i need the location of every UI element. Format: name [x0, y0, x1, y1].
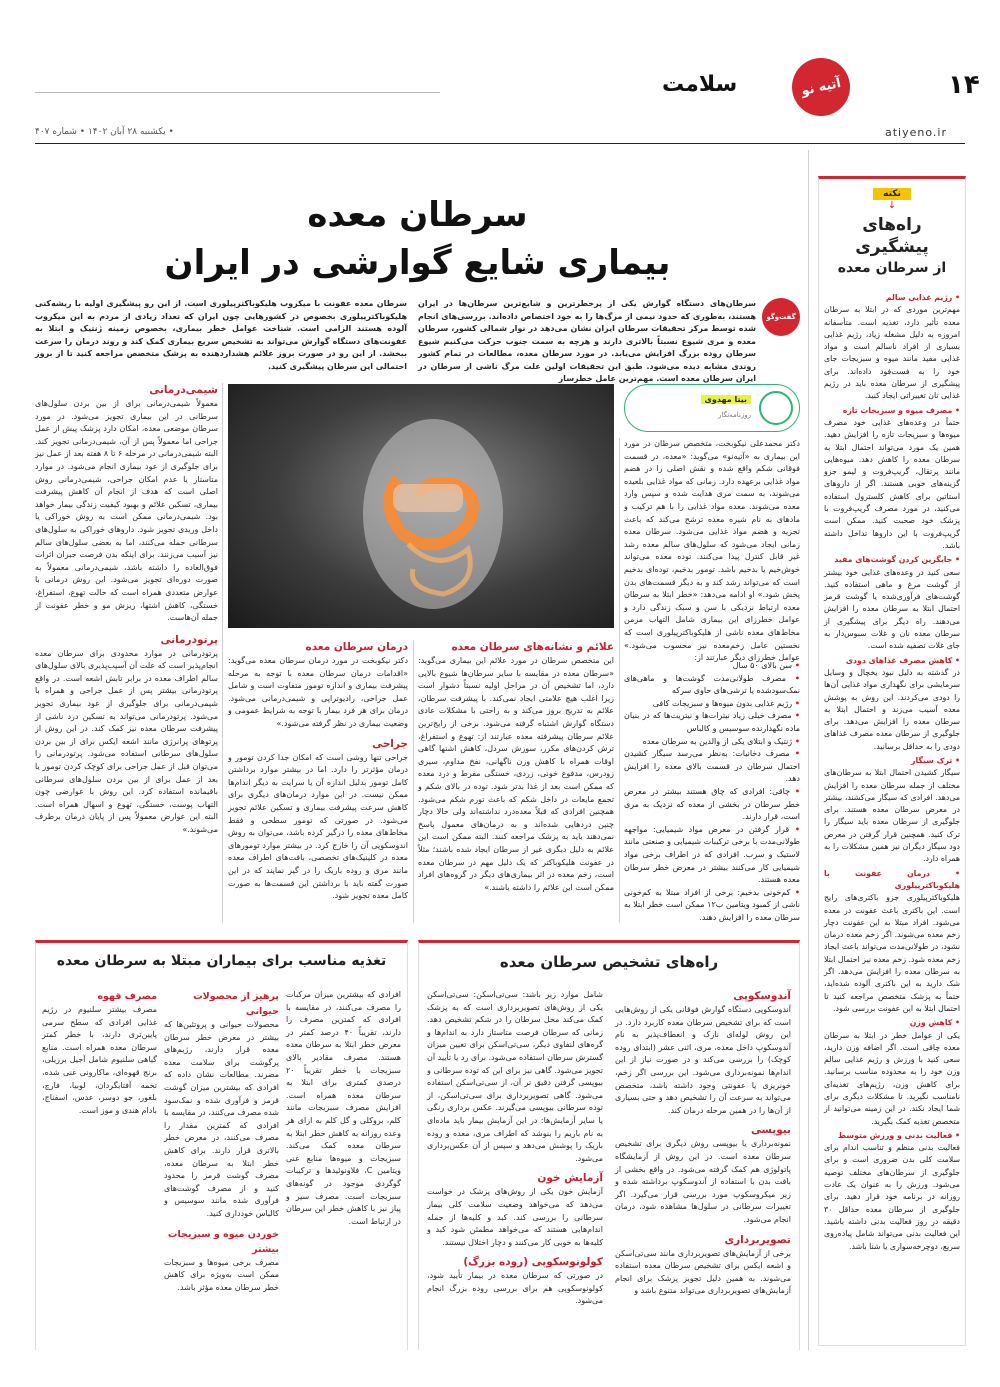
issue-line: • یکشنبه ۲۸ آبان ۱۴۰۲ • شماره ۴۰۷: [35, 127, 174, 137]
sidebar-item-body: مهم‌ترین موردی که در ابتلا به سرطان معده تأثیر دارد، تغذیه است. متأسفانه امروزه به دلیل مشغله زیاد، رژیم غذایی بسیاری از افراد ناسالم است و مواد غذایی مفید مانند میوه و سبزیجات جای خود را به فست‌فود داده‌اند. برای پیشگیری از سرطان معده باید در رژیم غذایی تان تغییراتی ایجاد کنید.: [824, 305, 960, 401]
biopsy-text: نمونه‌برداری یا بیوپسی روش دیگری برای تشخیص سرطان معده است. در این روش از آزمایشگاه پاتولوژی هم کمک گرفته می‌شود. در واقع بخشی از بافت بدن با استفاده از آندوسکوپ برداشته شده و زیر میکروسکوپ مورد بررسی قرار می‌گیرد. اگر تغییرات سرطانی در سلول‌ها مشاهده شود، درمان انجام می‌شود.: [615, 1139, 791, 1224]
radio-text: پرتودرمانی در موارد محدودی برای سرطان معده انجام‌پذیر است که علت آن آسیب‌پذیری بالای سلول‌های سالم اطراف معده در برابر تابش اشعه است. در واقع پرتودرمانی بیشتر پس از عمل جراحی و همراه با شیمی‌درمانی برای جلوگیری از عود بیماری تجویز می‌شود. پرتودرمانی می‌تواند به تسکین درد ناشی از پیشرفت سرطان معده نیز کمک کند. در این روش از پرتوهای پرانرژی مانند اشعه ایکس برای از بین بردن سلول‌های سرطانی استفاده می‌شود. پرتودرمانی را می‌توان قبل از عمل جراحی برای کوچک کردن تومور یا بعد از عمل برای از بین بردن سلول‌های سرطانی باقیمانده استفاده کرد. این روش با عوارضی چون التهاب پوست، خستگی، تهوع و اسهال همراه است. البته این عوارض معمولاً پس از پایان درمان برطرف می‌شوند.»: [35, 648, 218, 834]
sidebar-item-body: حتماً در وعده‌های غذایی خود مصرف میوه‌ها و سبزیجات تازه را افزایش دهید. همین یک مورد می‌تواند احتمال ابتلا به سرطان معده را کاهش دهد. میوه‌هایی مانند پرتقال، گریپ‌فروت و لیمو جزو گزینه‌های خوبی هستند. اگر از داروهای استاتین برای کاهش کلسترول استفاده می‌کنید، در مورد مصرف گریپ‌فروت با پزشک خود صحبت کنید. ممکن است گریپ‌فروت با این داروها تداخل داشته باشد.: [824, 417, 960, 550]
interviewee-avatar: [759, 391, 793, 425]
sidebar-item-body: هلیکوباکترپیلوری جزو باکتری‌های رایج است. این باکتری باعث عفونت در معده می‌شود. افراد مبتلا به این عفونت دچار زخم معده می‌شوند. اگر زخم معده درمان نشود، در طولانی‌مدت می‌تواند باعث ایجاد زخم معده شود. زخم معده نیز احتمال ابتلا به سرطان معده را افزایش می‌دهد. اگر شک دارید به این باکتری آلوده شده‌اید، حتماً به پزشک متخصص مراجعه کنید تا احتمال ابتلا به این عفونت بررسی شود.: [824, 893, 960, 1013]
diagnosis-col-left: [427, 989, 603, 1308]
article-title-1: سرطان معده: [307, 195, 528, 235]
nutrition-box: [35, 940, 408, 1350]
colon-text: در صورتی که سرطان معده در بیمار تأیید شود، کولونوسکوپی هم برای بررسی روده بزرگ انجام می‌شود.: [427, 1271, 603, 1306]
surgery-text: جراحی تنها روشی است که امکان جدا کردن تومور و درمان مؤثرتر را دارد. اما در بیشتر موارد برداشتن کامل تومور بدلیل اندازه آن یا سرایت به دیگر اندام‌ها ممکن نیست. در این موارد درمان‌های دیگری برای کاهش سرعت پیشرفت بیماری و تسکین علائم تجویز می‌شود. در صورتی که تومور سطحی و فقط مخاط‌های معده را درگیر کرده باشد، می‌توان به روش اندوسکوپی آن را خارج کرد. در بیشتر موارد تومورهای معده در کلینیک‌های تخصصی، بافت‌های اطراف معده مانند مری و روده باریک را در گیر نمایند که در این صورت گفته باید با برداشتن این قسمت‌ها به صورت کامل معده تجویز شود.: [228, 752, 408, 901]
diagnosis-col-right: [615, 989, 791, 1298]
col-rule-1: [222, 383, 223, 923]
coffee-text: مصرف بیشتر سلنیوم در رژیم غذایی افرادی که سطح سرمی پایین‌تری دارند، با خطر کمتر سرطان معده همراه است. منابع گیاهی سلنیوم شامل آجیل برزیلی، برنج قهوه‌ای، ماکارونی غنی شده، تخمه آفتابگردان، لوبیا، فارچ، بلغور، جو دوسر، عدس، اسفناج، بادام هندی و موز است.: [42, 1005, 157, 1115]
sidebar-item-head: • رژیم غذایی سالم: [885, 293, 960, 302]
sidebar-item-head: • درمان عفونت با هلیکوباکترپیلوری: [824, 868, 960, 890]
interview-badge: گفت‌وگو: [762, 298, 800, 336]
risk-factor-item: • مصرف طولانی‌مدت گوشت‌ها و ماهی‌های نمک‌سود‌شده یا ترشی‌های حاوی سرکه: [624, 673, 800, 696]
sidebar-item-body: فعالیت بدنی منظم و تناسب اندام برای سلامت کلی بدن ضروری است و برای جلوگیری از سرطان‌های مختلف توصیه می‌شود. ورزش را به عنوان یک عادت روزانه در برنامه خود قرار دهید. برای جلوگیری از سرطان معده حداقل ۳۰ دقیقه در روز فعالیت بدنی داشته باشید. این فعالیت بدنی می‌تواند شامل پیاده‌روی سریع، دوچرخه‌سواری یا شنا باشد.: [824, 1143, 960, 1251]
arrow-down-icon: ↓: [887, 200, 897, 211]
diagnosis-col2-text: شامل موارد زیر باشد: سی‌تی‌اسکن: سی‌تی‌اسکن یکی از روش‌های تصویربرداری است که به پزشک کمک می‌کند محل سرطان را در شکم تشخیص دهد. زمانی که سرطان فرصت متاستاز دارد به اندام‌ها و گره‌های لنفاوی دیگر، سی‌تی‌اسکن برای تعیین میزان گسترش سرطان استفاده می‌شود. برای رد یا تأیید آن تجویز می‌شود. گاهی نیز برای این که توده سرطانی و بیوپسی گرفتن دقیق تر آن، از سی‌تی‌اسکن استفاده می‌شود. گاهی تصویربرداری برای سی‌تی‌اسکن، از توده سرطانی بیوپسی می‌گیرند. عکس برداری رنگی یا سایر آزمایش‌ها: در این آزمایش بیمار باید ماده‌ای به نام باریم را بنوشد که اطراف مری، معده و روده باریک را پوشش می‌دهد و سپس از آن عکس‌برداری می‌شود.: [427, 990, 603, 1163]
chemo-title: شیمی‌درمانی: [149, 384, 218, 396]
sidebar-item-body: یکی از عوامل خطر در ابتلا به سرطان معده چاقی است. اگر اضافه وزن دارید، سعی کنید با ورزش و رژیم غذایی سالم وزن خود را به محدوده مناسب برسانید. برای کاهش وزن، رژیم‌های تغذیه‌ای نامناسب نگیرید. تا مشکلات دیگری برای شما ایجاد نکند. در این زمینه می‌توانید از متخصص تغذیه کمک بگیرید.: [824, 1030, 960, 1126]
interviewee-name: بیتا مهدوی: [701, 395, 751, 404]
risk-factor-item: • ژنتیک و ابتلای یکی از والدین به سرطان معده: [642, 736, 800, 746]
risk-factor-item: • مصرف خیلی زیاد نیترات‌ها و نیتریت‌ها که در بنیان ماده نگهدارنده سوسیس و کالباس: [624, 711, 800, 733]
risk-factor-item: • قرار گرفتن در معرض مواد شیمیایی: مواجهه طولانی‌مدت با برخی ترکیبات شیمیایی و صنعتی مانند لاستیک و سرب. افرادی که در اطراف برخی مواد شیمیایی کار می‌کنند بیشتر در معرض خطر سرطان معده هستند.: [624, 824, 800, 885]
nutrition-intro: افرادی که بیشترین میزان مرکبات را مصرف می‌کنند، در مقایسه با افرادی که کمترین مصرف را دارند، تقریباً ۴۰ درصد کمتر در معرض خطر ابتلا به سرطان معده هستند. مصرف مقادیر بالای سبزیجات با خطر تقریباً ۲۰ درصدی کمتری برای ابتلا به سرطان معده همراه است. افزایش مصرف سبزیجات مانند کلم، بروکلی و گل کلم به ازای هر وعده روزانه به کاهش خطر ابتلا به سرطان معده کمک می‌کند. سبزیجات و میوه‌ها منابع غنی ویتامین C، فلاونوئیدها و ترکیبات گوگردی موجود در گونه‌های سبزیجات است. مصرف سیر و پیاز نیز با کاهش خطر این سرطان در ارتباط است.: [286, 990, 402, 1226]
logo-text: آتیه نو: [799, 75, 843, 99]
sidebar-item-body: در گذشته به دلیل نبود یخچال و وسایل سرمایشی برای نگهداری مواد غذایی آن‌ها را دودی می‌کردند. این روش به پوشش معده آسیب می‌زند و احتمال ابتلا به سرطان معده را افزایش می‌دهد. برای جلوگیری از سرطان معده مصرف غذاهای دودی را به حداقل برسانید.: [824, 667, 960, 751]
risk-factor-item: • سن بالای ۵۰ سال: [732, 661, 800, 670]
endoscopy-text: آندوسکوپی دستگاه گوارش فوقانی یکی از روش‌هایی است که برای تشخیص سرطان معده کاربرد دارد. در این روش لوله‌ای نازک و انعطاف‌پذیر به نام آندوسکوپ داخل معده، مری، اثنی عشر (ابتدای روده کوچک) را بررسی می‌کند و در صورت نیاز از این اندام‌ها نمونه‌برداری می‌شود. این بررسی اگر زخم، خونریزی یا عفونتی وجود داشته باشد، متخصص می‌تواند به سرعت آن را تشخیص دهد و حتی بسیاری از آن‌ها را در همین مرحله درمان کند.: [615, 1005, 791, 1115]
sidebar-item-head: • کاهش وزن: [909, 1018, 960, 1028]
nutrition-col-left: [42, 989, 157, 1117]
animal-text: محصولات حیوانی و پروتئین‌ها که بیشتر در معرض خطر سرطان معده قرار دارند، رژیم‌های پرگوشت برای سلامت معده مضرند. مطالعات نشان داده که افرادی که بیشترین میزان گوشت قرمز و فرآوری شده و نمک‌سود شده مصرف می‌کنند، در مقایسه با افرادی که کمترین مقدار را مصرف می‌کنند، در معرض خطر بالاتری قرار دارند. برای کاهش خطر ابتلا به سرطان معده، مصرف گوشت قرمز را محدود کنید و از مصرف گوشت‌های فرآوری شده مانند سوسیس و کالباس خودداری کنید.: [164, 1020, 279, 1218]
col-rule-2: [413, 640, 414, 923]
blood-text: آزمایش خون یکی از روش‌های پزشک در خواست می‌دهد که می‌خواهد وضعیت سلامت کلی بیمار سرطانی را بررسی کند. کبد و کلیه‌ها از جمله اندام‌هایی هستند که می‌خواهد مطمئن شود کبد و کلیه‌ها به خوبی کار می‌کنند و دچار اختلال نیستند.: [427, 1187, 603, 1247]
page-number: ۱۴: [948, 70, 980, 100]
stomach-illustration: [228, 384, 614, 628]
interviewee-card: [624, 384, 800, 432]
lead-right: سرطان‌های دستگاه گوارش یکی از پرخطرترین و شایع‌ترین سرطان‌ها در ایران هستند، به‌طوری که حدود نیمی از مرگ‌ها را به خود اختصاص داده‌اند. بررسی‌های انجام شده توسط مرکز تحقیقات سرطان ایران نشان می‌دهد در نوار شمالی کشور، سرطان معده و مری شیوع نسبتاً بالاتری دارند و هرچه به سمت جنوب حرکت می‌کنیم شیوع سرطان روده بزرگ افزایش می‌یابد. در مورد سرطان معده، مطالعات در تمام کشور روندی مشابه دیده می‌شود. طبق این تحقیقات اولین علت مرگ ناشی از سرطان در ایران سرطان معده است. مهم‌ترین عامل خطرساز: [418, 299, 756, 383]
site-url[interactable]: atiyeno.ir: [885, 126, 947, 139]
colon-title: کولونوسکوپی (روده بزرگ): [463, 1256, 603, 1269]
sidebar-item: [824, 1017, 960, 1128]
sidebar-item: [824, 405, 960, 553]
sidebar: [818, 176, 966, 1346]
sidebar-item-head: • جایگزین کردن گوشت‌های مفید: [834, 555, 960, 565]
imaging-text: برخی از آزمایش‌های تصویربرداری مانند سی‌تی‌اسکن و اشعه ایکس برای تشخیص سرطان معده استفاده می‌شوند. به همین دلیل تجویز پزشک برای انجام آزمایش‌های تصویربرداری می‌تواند متنوع باشد و: [615, 1248, 791, 1296]
sidebar-divider: [808, 150, 809, 1350]
chemo-section: [35, 383, 218, 837]
fruit-text: مصرف برخی میوه‌ها و سبزیجات ممکن است به‌ویژه برای کاهش خطر سرطان معده مؤثر باشد.: [164, 1257, 279, 1292]
treatment-title: درمان سرطان معده: [305, 641, 408, 653]
header-bottom-rule: [35, 143, 965, 144]
sidebar-item-head: • کاهش مصرف غذاهای دودی: [845, 655, 960, 665]
col-rule-3: [619, 438, 620, 923]
radio-title: پرتودرمانی: [160, 633, 218, 646]
sidebar-item: [824, 554, 960, 652]
chemo-text: معمولاً شیمی‌درمانی برای از بین بردن سلول‌های سرطانی در این بیماری تجویز می‌شود. در مورد سرطان موضعی معده، امکان دارد پزشک پیش از عمل جراحی اما معمولاً پس از آن، شیمی‌درمانی تجویز کند. البته شیمی‌درمانی در مرحله ۶ تا ۸ هفته بعد از عمل نیز برای جلوگیری از عود بیماری انجام می‌شود. در موارد متاستاز یا عدم امکان جراحی، شیمی‌درمانی روش اصلی است که هدف از انجام آن کاهش پیشرفت بیماری، تسکین علائم و بهبود کیفیت زندگی بیمار خواهد بود. شیمی‌درمانی ممکن است به روش خوراکی یا داخل وریدی تجویز شود. داروهای خوراکی به سلول‌های سرطانی حمله می‌کنند، اما به بعضی سلول‌های سالم نیز آسیب می‌زنند. برای اینکه بدن فرصت جبران اثرات فوق‌العاده را داشته باشد، شیمی‌درمانی معمولاً به صورت دوره‌ای تجویز می‌شود. این روش درمانی با عوارض متعددی همراه است که حالت تهوع، استفراغ، خستگی، کاهش اشتها، ریزش مو و خطر عفونت از جمله آن‌هاست.: [35, 399, 218, 623]
risk-factors-list: [624, 660, 800, 924]
doctor-intro: دکتر محمدعلی نیکوبخت، متخصص سرطان در مورد این بیماری به «آتیه‌نو» می‌گوید: «معده، در قسمت فوقانی شکم واقع شده و نقش اصلی را در هضم مواد غذایی برعهده دارد. زمانی که مواد غذایی بلعیده می‌شوند، به سمت مری هدایت شده و سپس وارد معده می‌شوند. معده مواد غذایی را با هم ترکیب و مادهای به نام شیره معده ترشح می‌کند که باعث تجزیه و هضم مواد غذایی می‌شود. سرطان معده زمانی ایجاد می‌شود که سلول‌های سالم معده رشد غیر قابل کنترل پیدا می‌کنند. توده معده می‌تواند خوش‌خیم یا بدخیم باشد. تومور بدخیم، توده‌ای بدخیم است که می‌تواند رشد کند و به دیگر قسمت‌های بدن پخش شود.» او ادامه می‌دهد: «خطر ابتلا به سرطان معده ارتباط نزدیکی با سن و سبک زندگی دارد و عوامل خطرزای این بیماری شامل التهاب مزمن مخاط‌های معده ناشی از هلیکوباکترپیلوری است که نخستین عامل زخم‌معده نیز محسوب می‌شود.» عوامل خطرزای دیگر عبارتند از:: [624, 439, 800, 663]
sidebar-title: راه‌های پیشگیری از سرطان معده: [837, 215, 947, 276]
header-rule: [35, 92, 440, 93]
diagnosis-box: [418, 940, 800, 1350]
symptoms-section: [418, 640, 614, 894]
risk-factor-item: • رژیم غذایی بدون میوه‌ها و سبزیجات کافی: [652, 698, 800, 708]
article-photo: [228, 384, 614, 628]
surgery-title: جراحی: [372, 737, 408, 750]
sidebar-item: [824, 868, 960, 1016]
interviewee-role: روزنامه‌نگار: [717, 411, 751, 419]
symptoms-title: علائم و نشانه‌های سرطان معده: [451, 641, 614, 653]
nutrition-col-mid: [164, 989, 279, 1294]
nutrition-col-right: [286, 989, 401, 1228]
risk-factor-item: • مصرف دخانیات: به‌نظر می‌رسد سیگار کشیدن احتمال سرطان در قسمت بالای معده را افزایش دهد.: [624, 749, 800, 784]
diagnosis-title: راه‌های تشخیص سرطان معده: [499, 953, 719, 971]
sidebar-item-body: سیگار کشیدن احتمال ابتلا به سرطان‌های مختلف از جمله سرطان معده را افزایش می‌دهد. افرادی که سیگار می‌کشند، بیشتر در معرض سرطان معده هستند. برای جلوگیری از سرطان معده باید سیگار را ترک کنید. همچنین قرار گرفتن در معرض دود سیگار دیگران نیز همین مشکلات را به همراه دارد.: [824, 768, 960, 864]
sidebar-item-head: • مصرف میوه و سبزیجات تازه: [842, 405, 960, 415]
coffee-title: مصرف قهوه: [97, 991, 157, 1002]
sidebar-badge: نکته ↓: [824, 181, 960, 212]
risk-factor-item: • چاقی: افرادی که چاق هستند بیشتر در معرض خطر سرطان در بخشی از معده که نزدیک به مری است، قرار دارند.: [624, 786, 800, 822]
biopsy-title: بیوپسی: [750, 1124, 791, 1137]
sidebar-item-head: • فعالیت بدنی و ورزش متوسط: [838, 1130, 960, 1140]
blood-title: آزمایش خون: [537, 1172, 603, 1185]
nutrition-title: تغذیه مناسب برای بیماران مبتلا به سرطان معده: [56, 953, 387, 969]
sidebar-item: [824, 292, 960, 403]
sidebar-item: [824, 1130, 960, 1253]
sidebar-item: [824, 655, 960, 753]
sidebar-item-body: سعی کنید در وعده‌های غذایی خود بیشتر از گوشت مرغ و ماهی استفاده کنید. گوشت‌های فرآوری‌شده یا گوشت قرمز احتمال ابتلا به سرطان معده را افزایش می‌دهند. راه دیگر برای پیشگیری از سرطان معده نان و غلات سبوس‌دار به جای غلات تصفیه شده است.: [824, 567, 960, 651]
treatment-section: [228, 640, 408, 903]
section-title: سلامت: [662, 72, 738, 97]
sidebar-item: [824, 755, 960, 866]
imaging-title: تصویربرداری: [724, 1233, 791, 1246]
fruit-title: خوردن میوه و سبزیجات بیشتر: [167, 1228, 279, 1255]
sidebar-item-head: • ترک سیگار: [911, 755, 960, 765]
endoscopy-title: آندوسکوپی: [733, 990, 791, 1002]
risk-factor-item: • کم‌خونی بدخیم: برخی از افراد مبتلا به کم‌خونی ناشی از کمبود ویتامین ب۱۲ ممکن است خطر ابتلا به سرطان معده را افزایش دهند.: [624, 887, 800, 922]
treatment-text: دکتر نیکوبخت در مورد درمان سرطان معده می‌گوید: «اقدامات درمان سرطان معده با توجه به مرحله پیشرفت بیماری و اندازه تومور متفاوت است و شامل عمل جراحی، رادیوتراپی و شیمی‌درمانی می‌شود. درمان برای هر فرد بیمار با توجه به شرایط عمومی و وضعیت بیماری در نظر گرفته می‌شود.»: [228, 656, 408, 728]
logo: [787, 53, 856, 122]
animal-title: پرهیز از محصولات حیوانی: [193, 991, 279, 1017]
symptoms-text: این متخصص سرطان در مورد علائم این بیماری می‌گوید: «سرطان معده در مقایسه با سایر سرطان‌ها شیوع بالایی دارد، اما تشخیص آن در مراحل اولیه نسبتاً دشوار است زیرا اغلب هیچ علامتی ایجاد نمی‌کند. با پیشرفت سرطان، علائم به تدریج بروز می‌کند و به راحتی با مشکلات عادی دستگاه گوارش اشتباه گرفته می‌شود. برخی از رایج‌ترین علائم سرطان پیشرفته معده عبارتند از: تهوع و استفراغ، ترش کردن‌های مکرر، سوزش سردل، کاهش اشتها گاهی اوقات همراه با کاهش وزن ناگهانی، نفخ مداوم، سیری زودرس، مدفوع خونی، زردی، خستگی مفرط و درد معده که ممکن است بعد از غذا بدتر شود. توده در بالای شکم و تجمع مایعات در داخل شکم که باعث تورم شکم می‌شود. همچنین افرادی که قبلاً معده‌درد نداشته‌اند ولی حالا دچار چنین دردهایی شده‌اند و به درمان‌های معمول پاسخ نمی‌دهند باید به پزشک مراجعه کنند. البته ممکن است این علائم به دلیل دیگری غیر از سرطان ایجاد شده باشند؛ مثلاً در عفونت هلیکوباکتر که یک دلیل مهم در سرطان معده است، زخم معده در اثر بیماری‌های دیگر در گروه‌های افراد ممکن است این علائم را داشته باشند.»: [418, 656, 614, 892]
article-title-2: بیماری شایع گوارشی در ایران: [164, 243, 671, 283]
sidebar-list: [824, 292, 960, 1253]
lead-left: سرطان معده عفونت با میکروب هلیکوباکترپیلوری است. از این رو پیشگیری اولیه با ریشه‌کنی هلیکوباکترپیلوری بخصوص در کشورهایی چون ایران که تعداد زیادی از مردم به این میکروب آلوده هستند الزامی است. شناخت عوامل خطر بیماری، بخصوص زمینه ژنتیک و ابتلا به عفونت‌های دستگاه گوارش می‌تواند به تشخیص سریع بیماری کمک کند و روند درمان را سرعت ببخشد. از این رو در صورت بروز علائم هشداردهنده به پزشک متخصص مراجعه کنید تا از بروز احتمالی این سرطان پیشگیری کنید.: [35, 299, 407, 371]
